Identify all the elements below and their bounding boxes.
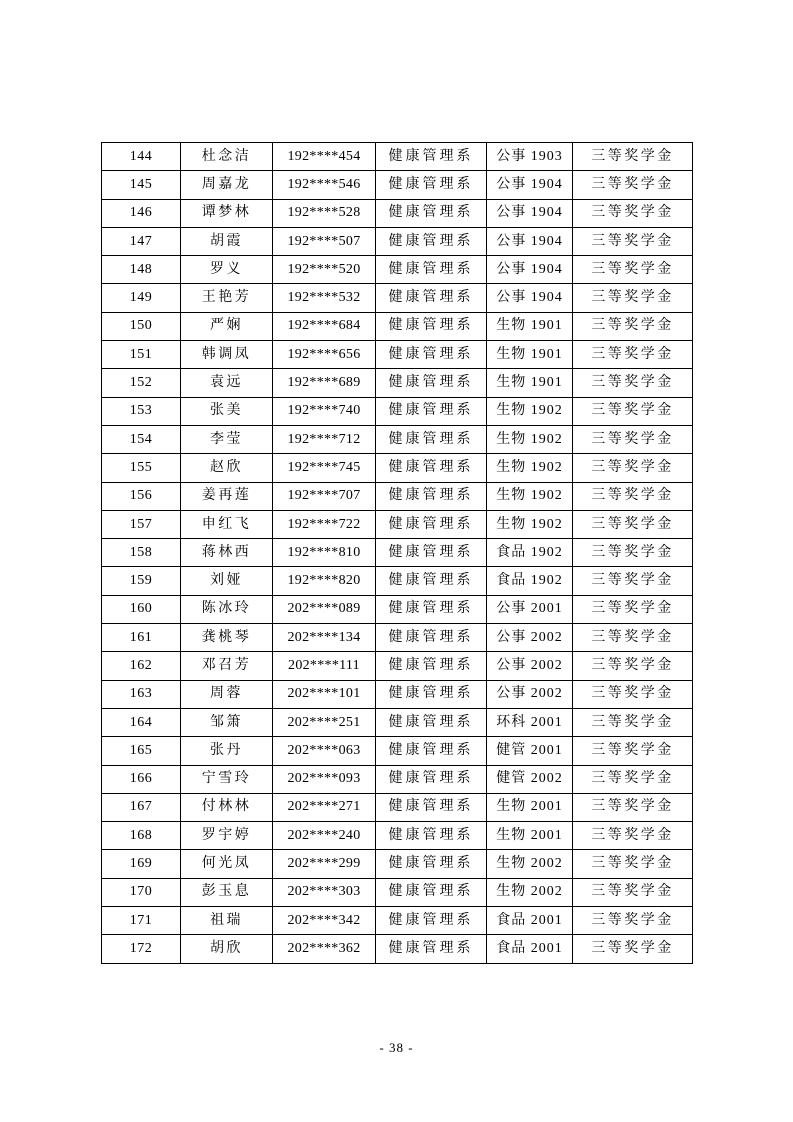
cell-department: 健康管理系 — [376, 425, 487, 453]
table-row — [102, 907, 693, 935]
cell-name: 韩调凤 — [181, 341, 273, 369]
cell-department: 健康管理系 — [376, 284, 487, 312]
table-row — [102, 227, 693, 255]
cell-class: 食品 1902 — [487, 567, 573, 595]
cell-student-id: 192****546 — [273, 171, 376, 199]
cell-award: 三等奖学金 — [573, 397, 693, 425]
cell-award: 三等奖学金 — [573, 765, 693, 793]
cell-award: 三等奖学金 — [573, 510, 693, 538]
cell-name: 龚桃琴 — [181, 624, 273, 652]
cell-name: 王艳芳 — [181, 284, 273, 312]
cell-name: 张丹 — [181, 737, 273, 765]
cell-no: 144 — [102, 143, 181, 171]
cell-no: 162 — [102, 652, 181, 680]
cell-student-id: 192****656 — [273, 341, 376, 369]
cell-department: 健康管理系 — [376, 171, 487, 199]
cell-class: 公事 1904 — [487, 284, 573, 312]
table-row — [102, 652, 693, 680]
table-row — [102, 935, 693, 963]
cell-no: 150 — [102, 312, 181, 340]
cell-name: 罗宇婷 — [181, 822, 273, 850]
cell-name: 杜念洁 — [181, 143, 273, 171]
cell-student-id: 202****271 — [273, 793, 376, 821]
cell-class: 生物 1902 — [487, 454, 573, 482]
cell-student-id: 192****528 — [273, 199, 376, 227]
cell-student-id: 192****684 — [273, 312, 376, 340]
cell-class: 生物 2002 — [487, 878, 573, 906]
cell-class: 公事 1903 — [487, 143, 573, 171]
cell-department: 健康管理系 — [376, 312, 487, 340]
cell-class: 生物 1902 — [487, 397, 573, 425]
cell-department: 健康管理系 — [376, 595, 487, 623]
cell-class: 公事 2002 — [487, 624, 573, 652]
cell-award: 三等奖学金 — [573, 256, 693, 284]
table-row — [102, 284, 693, 312]
cell-no: 147 — [102, 227, 181, 255]
cell-award: 三等奖学金 — [573, 341, 693, 369]
cell-no: 165 — [102, 737, 181, 765]
cell-award: 三等奖学金 — [573, 907, 693, 935]
table-row — [102, 878, 693, 906]
table-row — [102, 737, 693, 765]
cell-student-id: 202****134 — [273, 624, 376, 652]
cell-no: 145 — [102, 171, 181, 199]
cell-student-id: 192****722 — [273, 510, 376, 538]
cell-no: 172 — [102, 935, 181, 963]
cell-award: 三等奖学金 — [573, 793, 693, 821]
cell-name: 祖瑞 — [181, 907, 273, 935]
table-row — [102, 567, 693, 595]
cell-name: 刘娅 — [181, 567, 273, 595]
cell-department: 健康管理系 — [376, 539, 487, 567]
cell-award: 三等奖学金 — [573, 539, 693, 567]
cell-no: 168 — [102, 822, 181, 850]
cell-name: 蒋林西 — [181, 539, 273, 567]
cell-name: 周蓉 — [181, 680, 273, 708]
cell-award: 三等奖学金 — [573, 737, 693, 765]
cell-name: 申红飞 — [181, 510, 273, 538]
cell-department: 健康管理系 — [376, 878, 487, 906]
cell-name: 谭梦林 — [181, 199, 273, 227]
cell-student-id: 192****810 — [273, 539, 376, 567]
cell-no: 170 — [102, 878, 181, 906]
table-row — [102, 822, 693, 850]
cell-student-id: 192****532 — [273, 284, 376, 312]
cell-student-id: 192****689 — [273, 369, 376, 397]
cell-award: 三等奖学金 — [573, 171, 693, 199]
cell-no: 171 — [102, 907, 181, 935]
scholarship-table — [101, 142, 693, 964]
cell-name: 宁雪玲 — [181, 765, 273, 793]
table-row — [102, 539, 693, 567]
cell-class: 食品 1902 — [487, 539, 573, 567]
cell-student-id: 202****063 — [273, 737, 376, 765]
cell-name: 邹箫 — [181, 708, 273, 736]
cell-name: 胡霞 — [181, 227, 273, 255]
cell-department: 健康管理系 — [376, 850, 487, 878]
cell-department: 健康管理系 — [376, 510, 487, 538]
cell-award: 三等奖学金 — [573, 312, 693, 340]
cell-class: 生物 1901 — [487, 369, 573, 397]
page-number: - 38 - — [379, 1040, 414, 1055]
cell-name: 赵欣 — [181, 454, 273, 482]
cell-no: 163 — [102, 680, 181, 708]
cell-no: 169 — [102, 850, 181, 878]
cell-department: 健康管理系 — [376, 765, 487, 793]
cell-award: 三等奖学金 — [573, 935, 693, 963]
cell-name: 付林林 — [181, 793, 273, 821]
cell-class: 生物 2002 — [487, 850, 573, 878]
cell-no: 158 — [102, 539, 181, 567]
cell-department: 健康管理系 — [376, 567, 487, 595]
cell-student-id: 202****101 — [273, 680, 376, 708]
table-row — [102, 482, 693, 510]
cell-student-id: 192****740 — [273, 397, 376, 425]
table-row — [102, 765, 693, 793]
cell-award: 三等奖学金 — [573, 680, 693, 708]
cell-student-id: 192****820 — [273, 567, 376, 595]
cell-award: 三等奖学金 — [573, 199, 693, 227]
table-row — [102, 680, 693, 708]
cell-no: 160 — [102, 595, 181, 623]
cell-award: 三等奖学金 — [573, 624, 693, 652]
cell-department: 健康管理系 — [376, 143, 487, 171]
cell-award: 三等奖学金 — [573, 708, 693, 736]
cell-department: 健康管理系 — [376, 737, 487, 765]
cell-no: 157 — [102, 510, 181, 538]
cell-class: 生物 1901 — [487, 312, 573, 340]
cell-department: 健康管理系 — [376, 369, 487, 397]
table-row — [102, 341, 693, 369]
cell-student-id: 202****111 — [273, 652, 376, 680]
cell-department: 健康管理系 — [376, 793, 487, 821]
cell-department: 健康管理系 — [376, 227, 487, 255]
cell-student-id: 202****251 — [273, 708, 376, 736]
cell-student-id: 202****089 — [273, 595, 376, 623]
cell-department: 健康管理系 — [376, 907, 487, 935]
cell-class: 生物 2001 — [487, 822, 573, 850]
cell-award: 三等奖学金 — [573, 454, 693, 482]
cell-award: 三等奖学金 — [573, 482, 693, 510]
cell-department: 健康管理系 — [376, 708, 487, 736]
cell-no: 152 — [102, 369, 181, 397]
cell-class: 公事 2002 — [487, 680, 573, 708]
cell-no: 154 — [102, 425, 181, 453]
cell-student-id: 202****362 — [273, 935, 376, 963]
table-row — [102, 256, 693, 284]
cell-name: 周嘉龙 — [181, 171, 273, 199]
table-row — [102, 454, 693, 482]
cell-name: 姜再莲 — [181, 482, 273, 510]
cell-no: 151 — [102, 341, 181, 369]
cell-department: 健康管理系 — [376, 199, 487, 227]
cell-name: 陈冰玲 — [181, 595, 273, 623]
cell-name: 胡欣 — [181, 935, 273, 963]
cell-no: 146 — [102, 199, 181, 227]
cell-class: 生物 1902 — [487, 425, 573, 453]
table-row — [102, 793, 693, 821]
cell-name: 何光凤 — [181, 850, 273, 878]
cell-class: 公事 1904 — [487, 227, 573, 255]
cell-student-id: 192****507 — [273, 227, 376, 255]
table-row — [102, 624, 693, 652]
cell-department: 健康管理系 — [376, 454, 487, 482]
table-row — [102, 708, 693, 736]
cell-student-id: 202****299 — [273, 850, 376, 878]
cell-award: 三等奖学金 — [573, 425, 693, 453]
cell-name: 李莹 — [181, 425, 273, 453]
cell-class: 公事 2001 — [487, 595, 573, 623]
cell-no: 156 — [102, 482, 181, 510]
cell-class: 环科 2001 — [487, 708, 573, 736]
cell-no: 166 — [102, 765, 181, 793]
cell-award: 三等奖学金 — [573, 595, 693, 623]
cell-no: 164 — [102, 708, 181, 736]
cell-class: 生物 2001 — [487, 793, 573, 821]
cell-department: 健康管理系 — [376, 935, 487, 963]
cell-award: 三等奖学金 — [573, 652, 693, 680]
cell-name: 袁远 — [181, 369, 273, 397]
cell-award: 三等奖学金 — [573, 822, 693, 850]
table-row — [102, 595, 693, 623]
cell-award: 三等奖学金 — [573, 227, 693, 255]
cell-no: 153 — [102, 397, 181, 425]
cell-award: 三等奖学金 — [573, 369, 693, 397]
cell-class: 公事 1904 — [487, 171, 573, 199]
cell-student-id: 192****707 — [273, 482, 376, 510]
cell-department: 健康管理系 — [376, 341, 487, 369]
table-row — [102, 850, 693, 878]
cell-student-id: 202****093 — [273, 765, 376, 793]
cell-student-id: 192****745 — [273, 454, 376, 482]
table-row — [102, 369, 693, 397]
cell-award: 三等奖学金 — [573, 567, 693, 595]
cell-student-id: 192****520 — [273, 256, 376, 284]
table-row — [102, 171, 693, 199]
cell-class: 公事 1904 — [487, 199, 573, 227]
cell-department: 健康管理系 — [376, 482, 487, 510]
cell-class: 食品 2001 — [487, 935, 573, 963]
cell-award: 三等奖学金 — [573, 143, 693, 171]
cell-student-id: 192****454 — [273, 143, 376, 171]
table-body — [102, 143, 693, 964]
cell-department: 健康管理系 — [376, 680, 487, 708]
cell-no: 155 — [102, 454, 181, 482]
cell-name: 彭玉息 — [181, 878, 273, 906]
table-row — [102, 425, 693, 453]
table-row — [102, 143, 693, 171]
cell-class: 生物 1902 — [487, 482, 573, 510]
cell-department: 健康管理系 — [376, 652, 487, 680]
cell-student-id: 202****342 — [273, 907, 376, 935]
cell-award: 三等奖学金 — [573, 878, 693, 906]
cell-no: 159 — [102, 567, 181, 595]
cell-department: 健康管理系 — [376, 397, 487, 425]
cell-class: 健管 2002 — [487, 765, 573, 793]
table-row — [102, 199, 693, 227]
cell-class: 食品 2001 — [487, 907, 573, 935]
cell-student-id: 202****303 — [273, 878, 376, 906]
cell-award: 三等奖学金 — [573, 284, 693, 312]
cell-name: 罗义 — [181, 256, 273, 284]
cell-no: 148 — [102, 256, 181, 284]
cell-award: 三等奖学金 — [573, 850, 693, 878]
cell-student-id: 202****240 — [273, 822, 376, 850]
cell-no: 149 — [102, 284, 181, 312]
table-row — [102, 510, 693, 538]
cell-department: 健康管理系 — [376, 624, 487, 652]
table-row — [102, 312, 693, 340]
cell-class: 健管 2001 — [487, 737, 573, 765]
cell-name: 严娴 — [181, 312, 273, 340]
cell-department: 健康管理系 — [376, 256, 487, 284]
cell-no: 167 — [102, 793, 181, 821]
cell-department: 健康管理系 — [376, 822, 487, 850]
cell-class: 生物 1902 — [487, 510, 573, 538]
cell-name: 张美 — [181, 397, 273, 425]
cell-student-id: 192****712 — [273, 425, 376, 453]
cell-class: 公事 2002 — [487, 652, 573, 680]
cell-no: 161 — [102, 624, 181, 652]
cell-class: 公事 1904 — [487, 256, 573, 284]
cell-class: 生物 1901 — [487, 341, 573, 369]
table-row — [102, 397, 693, 425]
cell-name: 邓召芳 — [181, 652, 273, 680]
